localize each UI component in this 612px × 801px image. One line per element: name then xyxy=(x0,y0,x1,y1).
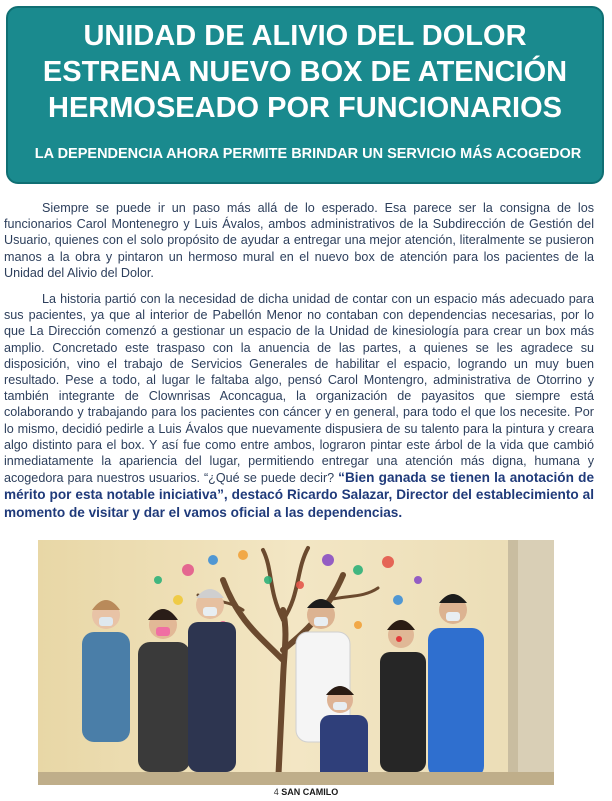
title-line-2: ESTRENA NUEVO BOX DE ATENCIÓN xyxy=(42,56,568,88)
paragraph-1: Siempre se puede ir un paso más allá de lo esperado. Esa parece ser la consigna de los funcionarios Carol Montenegro y Luis Ávalos, ambos administrativos de la Subdirección de Gestión del Usuario, quienes con el solo propósito de ayudar a entregar una mejor atención, literalmente se pusieron manos a la obra y pintaron un hermoso mural en el nuevo box de atención para los pacientes de la Unidad del Alivio del Dolor. xyxy=(4,201,594,280)
article-body xyxy=(4,200,594,531)
page-footer xyxy=(0,787,612,797)
page-number: 4 xyxy=(273,787,279,797)
publication-name: SAN CAMILO xyxy=(281,787,339,797)
photo-illustration xyxy=(38,540,554,785)
paragraph-2 xyxy=(4,291,594,521)
subtitle: LA DEPENDENCIA AHORA PERMITE BRINDAR UN SERVICIO MÁS ACOGEDOR xyxy=(34,146,582,162)
paragraph-2-text: La historia partió con la necesidad de dicha unidad de contar con un espacio más adecuado para sus pacientes, ya que al interior de Pabellón Menor no contaban con dependencias necesarias, por lo que La Dirección comenzó a gestionar un espacio de la Unidad de kinesiología para crear un box más amplio. Concretado este traspaso con la anuencia de las partes, a quienes se les agradece su disposición, vino el trabajo de Servicios Generales de habilitar el espacio, logrando un muy buen resultado. Pese a todo, al lugar le faltaba algo, pensó Carol Montengro, administrativa de Otorrino y también integrante de Clownrisas Aconcagua, la organización de payasitos que siempre está colaborando y trabajando para los pacientes con cáncer y en general, para todo el que los necesite. Por lo mismo, decidió pedirle a Luis Ávalos que nuevamente dispusiera de su talento para la pintura y creara algo distinto para el box. Y así fue como entre ambos, lograron pintar este árbol de la vida que cambió inmediatamente la apariencia del lugar, permitiendo entregar una atención más digna, humana y acogedora para nuestros usuarios. “¿Qué se puede decir? xyxy=(4,292,594,486)
staff-photo xyxy=(38,540,554,785)
title-line-3: HERMOSEADO POR FUNCIONARIOS xyxy=(48,92,562,124)
director-quote: “Bien ganada se tienen la anotación de mérito por esta notable iniciativa”, destacó Ricardo Salazar, Director del establecimiento al momento de visitar y dar el vamos oficial a las dependencias. xyxy=(4,470,594,520)
header-banner xyxy=(6,6,604,184)
title-line-1: UNIDAD DE ALIVIO DEL DOLOR xyxy=(83,20,527,52)
page-title xyxy=(8,18,602,126)
